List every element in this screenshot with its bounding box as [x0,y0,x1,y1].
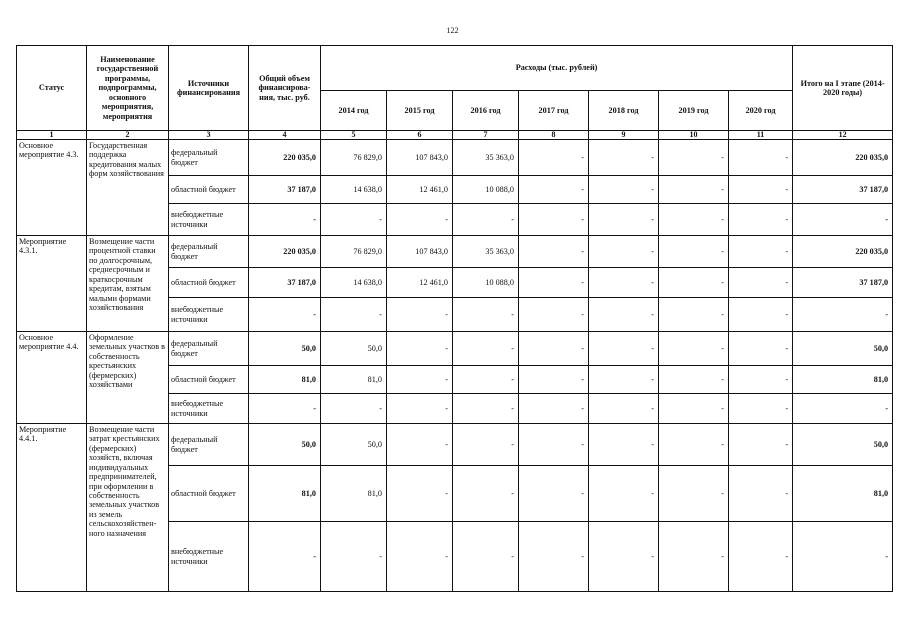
year-value-cell: 14 638,0 [321,268,387,298]
table-row [17,332,893,366]
result-cell: - [793,522,893,592]
total-cell: 220 035,0 [249,236,321,268]
year-value-cell: - [519,268,589,298]
year-value-cell: - [321,298,387,332]
year-value-cell: - [321,394,387,424]
year-value-cell: - [453,298,519,332]
year-value-cell: 76 829,0 [321,236,387,268]
status-cell: Основное мероприятие 4.4. [17,332,87,424]
year-value-cell: - [589,204,659,236]
year-value-cell: - [729,268,793,298]
year-value-cell: 107 843,0 [387,236,453,268]
year-value-cell: 14 638,0 [321,176,387,204]
year-value-cell: - [729,140,793,176]
source-cell: внебюджетные источники [169,522,249,592]
result-cell: - [793,298,893,332]
result-cell: - [793,394,893,424]
result-cell: 37 187,0 [793,176,893,204]
header-year: 2018 год [589,91,659,131]
year-value-cell: - [589,424,659,466]
year-value-cell: 35 363,0 [453,140,519,176]
year-value-cell: - [519,522,589,592]
year-value-cell: - [387,366,453,394]
total-cell: 37 187,0 [249,176,321,204]
year-value-cell: - [387,204,453,236]
year-value-cell: - [519,366,589,394]
column-index: 10 [659,131,729,140]
year-value-cell: - [387,332,453,366]
year-value-cell: - [387,298,453,332]
year-value-cell: 10 088,0 [453,268,519,298]
year-value-cell: - [729,204,793,236]
column-index: 3 [169,131,249,140]
year-value-cell: 50,0 [321,424,387,466]
header-year: 2016 год [453,91,519,131]
year-value-cell: - [659,522,729,592]
year-value-cell: - [659,236,729,268]
year-value-cell: - [387,466,453,522]
table-row [17,140,893,176]
year-value-cell: - [729,366,793,394]
column-index: 8 [519,131,589,140]
year-value-cell: - [453,332,519,366]
status-cell: Мероприятие 4.3.1. [17,236,87,332]
column-index: 9 [589,131,659,140]
header-sources: Источники финансирования [169,46,249,131]
year-value-cell: - [589,366,659,394]
year-value-cell: - [519,204,589,236]
total-cell: 50,0 [249,332,321,366]
source-cell: внебюджетные источники [169,204,249,236]
total-cell: - [249,204,321,236]
total-cell: 81,0 [249,366,321,394]
year-value-cell: - [659,204,729,236]
column-index: 7 [453,131,519,140]
column-index: 2 [87,131,169,140]
source-cell: федеральный бюджет [169,332,249,366]
source-cell: областной бюджет [169,366,249,394]
total-cell: - [249,298,321,332]
year-value-cell: - [589,140,659,176]
financing-table [16,45,893,592]
total-cell: 50,0 [249,424,321,466]
result-cell: 81,0 [793,366,893,394]
total-cell: 220 035,0 [249,140,321,176]
year-value-cell: - [453,466,519,522]
year-value-cell: - [519,176,589,204]
header-index-row [17,131,893,140]
source-cell: внебюджетные источники [169,394,249,424]
table-row [17,424,893,466]
year-value-cell: 76 829,0 [321,140,387,176]
year-value-cell: - [659,176,729,204]
header-expenses: Расходы (тыс. рублей) [321,46,793,91]
year-value-cell: - [453,522,519,592]
year-value-cell: - [729,424,793,466]
year-value-cell: 81,0 [321,366,387,394]
header-year: 2017 год [519,91,589,131]
year-value-cell: - [659,366,729,394]
year-value-cell: - [387,522,453,592]
year-value-cell: - [729,236,793,268]
source-cell: внебюджетные источники [169,298,249,332]
header-year: 2020 год [729,91,793,131]
table-row [17,236,893,268]
year-value-cell: - [729,176,793,204]
result-cell: 50,0 [793,424,893,466]
result-cell: 50,0 [793,332,893,366]
year-value-cell: - [519,236,589,268]
year-value-cell: - [729,332,793,366]
source-cell: федеральный бюджет [169,236,249,268]
year-value-cell: - [589,466,659,522]
year-value-cell: - [659,298,729,332]
year-value-cell: - [589,332,659,366]
year-value-cell: - [589,268,659,298]
year-value-cell: - [453,366,519,394]
year-value-cell: 35 363,0 [453,236,519,268]
total-cell: 37 187,0 [249,268,321,298]
header-row-1 [17,46,893,91]
total-cell: 81,0 [249,466,321,522]
name-cell: Государственная поддержка кредитования малых форм хозяйствования [87,140,169,236]
header-result: Итого на I этапе (2014-2020 годы) [793,46,893,131]
name-cell: Оформление земельных участков в собственность крестьянских (фермерских) хозяйствами [87,332,169,424]
header-total-volume: Общий объем финансирова-ния, тыс. руб. [249,46,321,131]
year-value-cell: - [659,424,729,466]
column-index: 4 [249,131,321,140]
year-value-cell: - [321,204,387,236]
year-value-cell: - [589,522,659,592]
total-cell: - [249,522,321,592]
column-index: 11 [729,131,793,140]
source-cell: областной бюджет [169,466,249,522]
year-value-cell: - [453,394,519,424]
year-value-cell: - [729,298,793,332]
source-cell: областной бюджет [169,268,249,298]
column-index: 5 [321,131,387,140]
year-value-cell: - [519,332,589,366]
year-value-cell: - [659,466,729,522]
year-value-cell: - [659,332,729,366]
year-value-cell: - [453,204,519,236]
year-value-cell: 12 461,0 [387,176,453,204]
header-year: 2019 год [659,91,729,131]
year-value-cell: - [589,236,659,268]
source-cell: областной бюджет [169,176,249,204]
result-cell: 81,0 [793,466,893,522]
year-value-cell: 81,0 [321,466,387,522]
year-value-cell: - [519,394,589,424]
result-cell: 220 035,0 [793,236,893,268]
name-cell: Возмещение части затрат крестьянских (фермерских) хозяйств, включая индивидуальных предпринимателей, при оформлении в собственность земельных участков из земель сельскохозяйствен-ного назначения [87,424,169,592]
year-value-cell: - [729,522,793,592]
year-value-cell: - [729,394,793,424]
column-index: 6 [387,131,453,140]
column-index: 12 [793,131,893,140]
year-value-cell: - [387,424,453,466]
year-value-cell: - [589,176,659,204]
table-body [17,140,893,592]
year-value-cell: 107 843,0 [387,140,453,176]
header-status: Статус [17,46,87,131]
source-cell: федеральный бюджет [169,140,249,176]
year-value-cell: - [387,394,453,424]
year-value-cell: 10 088,0 [453,176,519,204]
header-name: Наименование государственной программы, подпрограммы, основного мероприятия, мероприятия [87,46,169,131]
header-year: 2015 год [387,91,453,131]
year-value-cell: - [453,424,519,466]
year-value-cell: - [519,140,589,176]
result-cell: 220 035,0 [793,140,893,176]
name-cell: Возмещение части процентной ставки по долгосрочным, среднесрочным и краткосрочным кредитам, взятым малыми формами хозяйствования [87,236,169,332]
status-cell: Мероприятие 4.4.1. [17,424,87,592]
result-cell: 37 187,0 [793,268,893,298]
total-cell: - [249,394,321,424]
year-value-cell: - [659,140,729,176]
source-cell: федеральный бюджет [169,424,249,466]
column-index: 1 [17,131,87,140]
result-cell: - [793,204,893,236]
year-value-cell: - [659,268,729,298]
header-year: 2014 год [321,91,387,131]
year-value-cell: - [519,424,589,466]
year-value-cell: - [589,394,659,424]
year-value-cell: - [729,466,793,522]
year-value-cell: - [519,466,589,522]
year-value-cell: - [589,298,659,332]
year-value-cell: - [659,394,729,424]
year-value-cell: 50,0 [321,332,387,366]
year-value-cell: - [519,298,589,332]
status-cell: Основное мероприятие 4.3. [17,140,87,236]
year-value-cell: 12 461,0 [387,268,453,298]
year-value-cell: - [321,522,387,592]
page-number: 122 [446,26,459,35]
